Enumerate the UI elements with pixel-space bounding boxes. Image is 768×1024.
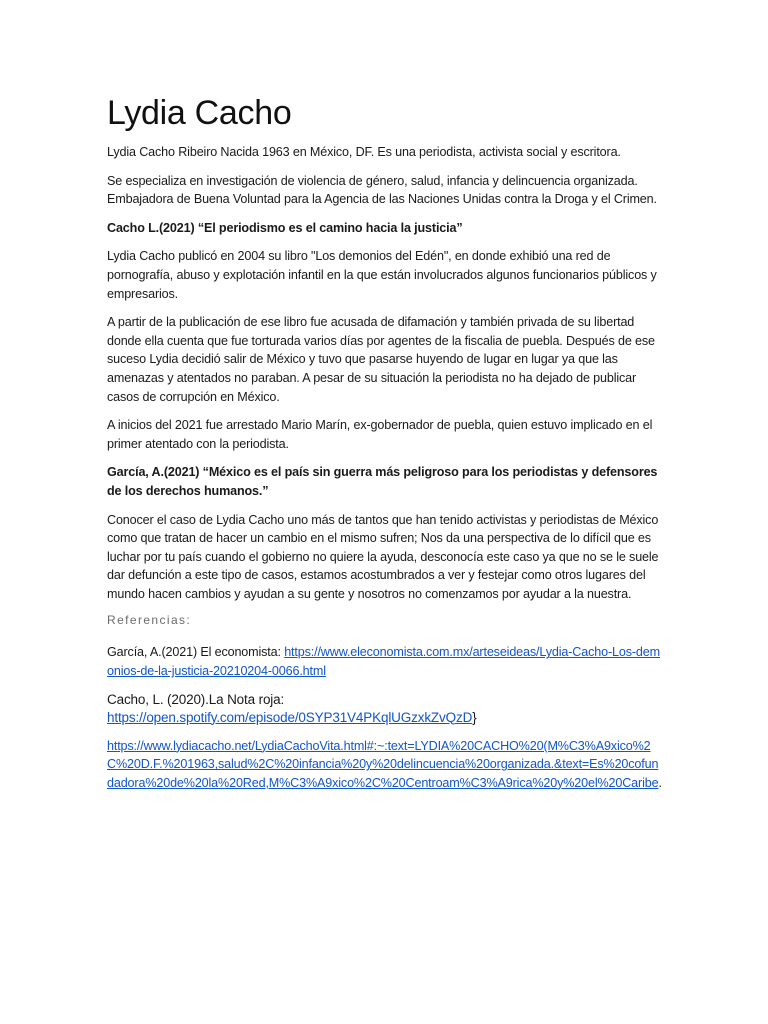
document-title: Lydia Cacho — [107, 94, 292, 132]
reference-eleconomista — [107, 643, 662, 680]
citation-garcia: García, A.(2021) “México es el país sin guerra más peligroso para los periodistas y defensores de los derechos humanos.” — [107, 465, 658, 498]
reference-spotify — [107, 691, 662, 727]
reference-spotify-link[interactable]: https://open.spotify.com/episode/0SYP31V4PKqlUGzxkZvQzD — [107, 709, 473, 725]
reference-spotify-suffix: } — [472, 709, 477, 725]
paragraph-intro: Lydia Cacho Ribeiro Nacida 1963 en México, DF. Es una periodista, activista social y escritora. — [107, 145, 621, 159]
paragraph-defamation: A partir de la publicación de ese libro fue acusada de difamación y también privada de su libertad donde ella cuenta que fue torturada varios días por agentes de la fiscalia de puebla. Después de ese suceso Lydia decidió salir de México y tuvo que pasarse huyendo de lugar en lugar ya que las amenazas y atentados no paraban. A pesar de su situación la periodista no ha dejado de publicar casos de corrupción en México. — [107, 315, 655, 404]
reference-spotify-prefix: Cacho, L. (2020).La Nota roja: — [107, 691, 285, 707]
references-heading: Referencias: — [107, 613, 192, 628]
document-body — [107, 94, 662, 802]
reference-eleconomista-link[interactable]: https://www.eleconomista.com.mx/arteseideas/Lydia-Cacho-Los-demonios-de-la-justicia-20210204-0066.html — [107, 645, 660, 679]
paragraph-reflection: Conocer el caso de Lydia Cacho uno más de tantos que han tenido activistas y periodistas de México como que tratan de hacer un cambio en el mismo sufren; Nos da una perspectiva de lo difícil que es luchar por tu país cuando el gobierno no quiere la ayuda, desconocía este caso ya que no se le suele dar defunción a este tipo de casos, estamos acostumbrados a ver y festejar como otros lugares del mundo hacen cambios y ayudan a su gente y nosotros no comenzamos por ayudar a la nuestra. — [107, 512, 659, 601]
reference-eleconomista-prefix: García, A.(2021) El economista: — [107, 645, 285, 660]
citation-cacho: Cacho L.(2021) “El periodismo es el camino hacia la justicia” — [107, 220, 463, 235]
paragraph-book: Lydia Cacho publicó en 2004 su libro "Los demonios del Edén", en donde exhibió una red de pornografía, abuso y explotación infantil en la que están involucrados algunos funcionarios públicos y empresarios. — [107, 249, 657, 301]
reference-lydiacacho-suffix: . — [658, 775, 662, 790]
paragraph-specialization: Se especializa en investigación de violencia de género, salud, infancia y delincuencia organizada. Embajadora de Buena Voluntad para la Agencia de las Naciones Unidas contra la Droga y el Crimen. — [107, 173, 657, 207]
reference-lydiacacho — [107, 737, 662, 793]
reference-lydiacacho-link[interactable]: https://www.lydiacacho.net/LydiaCachoVita.html#:~:text=LYDIA%20CACHO%20(M%C3%A9xico%2C%20D.F.%201963,salud%2C%20infancia%20y%20delincuencia%20organizada.&text=Es%20cofundadora%20de%20la%20Red,M%C3%A9xico%2C%20Centroam%C3%A9rica%20y%20el%20Caribe — [107, 738, 659, 790]
paragraph-arrest: A inicios del 2021 fue arrestado Mario Marín, ex-gobernador de puebla, quien estuvo implicado en el primer atentado con la periodista. — [107, 418, 653, 451]
